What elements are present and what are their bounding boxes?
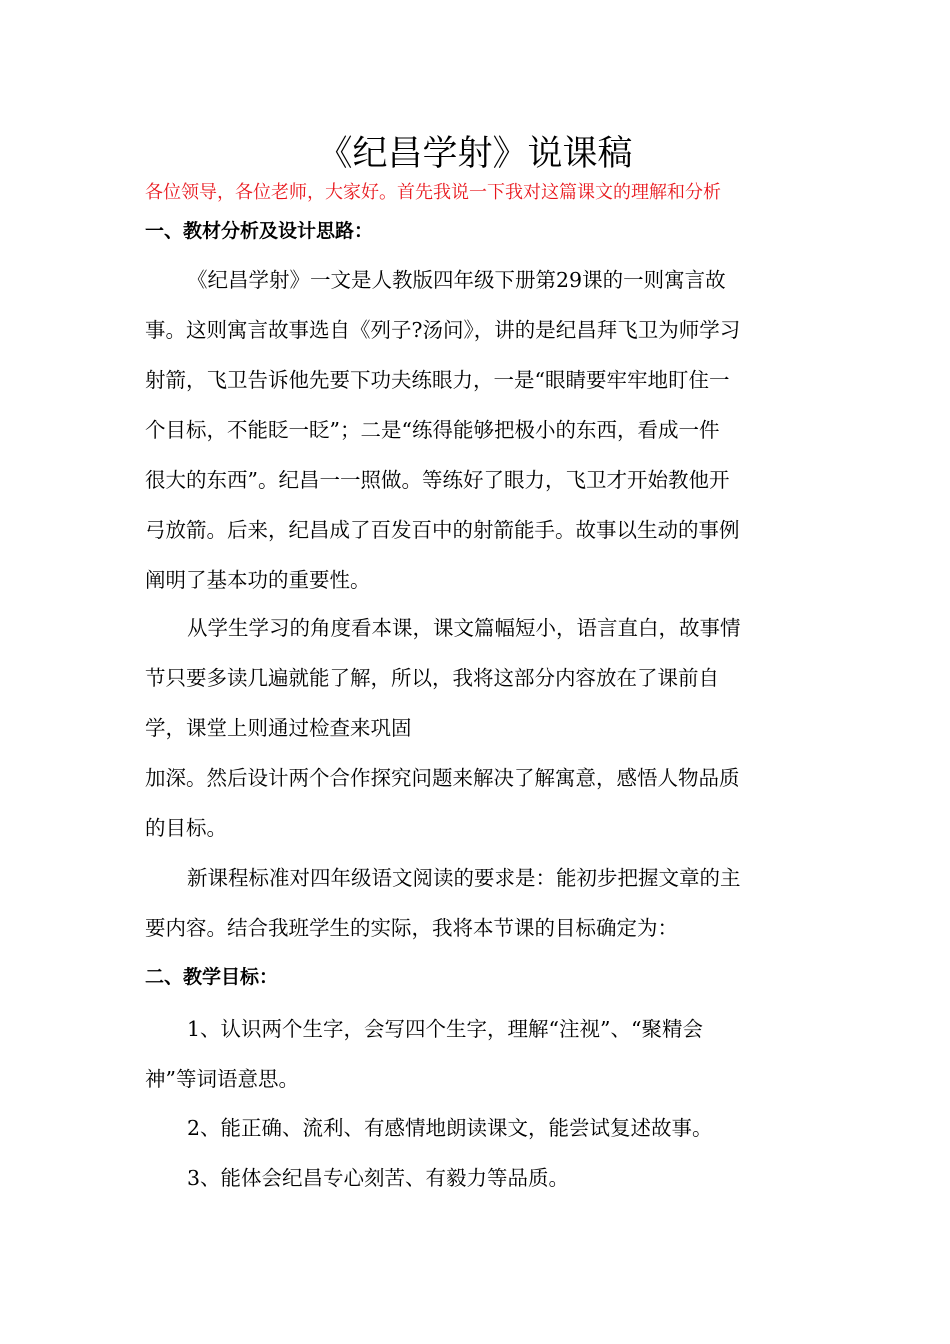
- section-heading-textbook-analysis: 一、教材分析及设计思路：: [145, 220, 374, 242]
- text-line: 1、认识两个生字，会写四个生字，理解“注视”、“聚精会: [187, 1017, 703, 1041]
- text-line: 的目标。: [145, 816, 227, 840]
- text-line: 3、能体会纪昌专心刻苦、有毅力等品质。: [187, 1166, 570, 1190]
- goal-item-3: [145, 1153, 805, 1203]
- paragraph-textbook-intro: [145, 255, 805, 605]
- goal-item-1: [145, 1004, 805, 1104]
- text-line: 2、能正确、流利、有感情地朗读课文，能尝试复述故事。: [187, 1116, 713, 1140]
- text-line: 加深。然后设计两个合作探究问题来解决了解寓意，感悟人物品质: [145, 766, 740, 790]
- text-line: 很大的东西”。纪昌一一照做。等练好了眼力，飞卫才开始教他开: [145, 468, 730, 492]
- text-line: 个目标，不能眨一眨”；二是“练得能够把极小的东西，看成一件: [145, 418, 720, 442]
- text-line: 射箭，飞卫告诉他先要下功夫练眼力，一是“眼睛要牢牢地盯住一: [145, 368, 730, 392]
- text-line: 弓放箭。后来，纪昌成了百发百中的射箭能手。故事以生动的事例: [145, 518, 740, 542]
- paragraph-curriculum-standard: [145, 853, 805, 953]
- text-line: 要内容。结合我班学生的实际，我将本节课的目标确定为：: [145, 916, 678, 940]
- greeting-text: 各位领导，各位老师，大家好。首先我说一下我对这篇课文的理解和分析: [145, 182, 721, 203]
- text-line: 节只要多读几遍就能了解，所以，我将这部分内容放在了课前自: [145, 666, 719, 690]
- section-heading-teaching-goals: 二、教学目标：: [145, 966, 279, 988]
- text-line: 事。这则寓言故事选自《列子?汤问》，讲的是纪昌拜飞卫为师学习: [145, 318, 741, 342]
- goal-item-2: [145, 1103, 805, 1153]
- text-line: 从学生学习的角度看本课，课文篇幅短小，语言直白，故事情: [187, 616, 741, 640]
- page-title: 《纪昌学射》说课稿: [317, 134, 633, 174]
- text-line: 新课程标准对四年级语文阅读的要求是：能初步把握文章的主: [187, 866, 741, 890]
- paragraph-student-perspective: [145, 603, 805, 853]
- text-line: 阐明了基本功的重要性。: [145, 568, 371, 592]
- text-line: 神”等词语意思。: [145, 1067, 299, 1091]
- text-line: 学，课堂上则通过检查来巩固: [145, 716, 412, 740]
- text-line: 《纪昌学射》一文是人教版四年级下册第29课的一则寓言故: [187, 268, 726, 292]
